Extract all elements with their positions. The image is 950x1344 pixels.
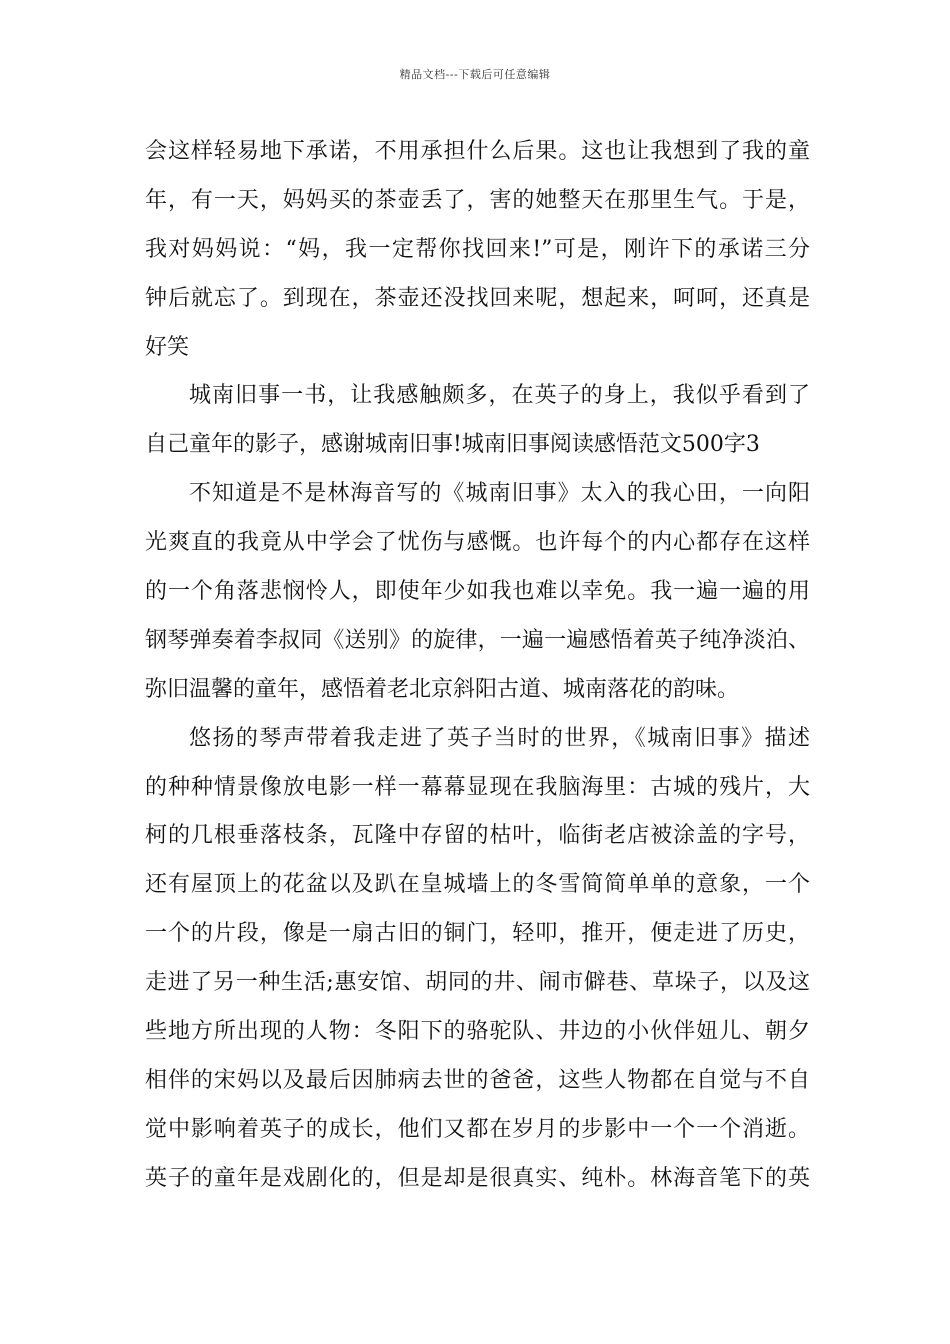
text-line: 钢琴弹奏着李叔同《送别》的旋律，一遍一遍感悟着英子纯净淡泊、: [145, 627, 810, 653]
text-line: 弥旧温馨的童年，感悟着老北京斜阳古道、城南落花的韵味。: [145, 676, 740, 702]
page-header: 精品文档---下载后可任意编辑: [399, 68, 551, 81]
text-line: 不知道是不是林海音写的《城南旧事》太入的我心田，一向阳: [189, 481, 810, 507]
text-line: 走进了另一种生活;惠安馆、胡同的井、闹市僻巷、草垛子，以及这: [145, 970, 810, 996]
text-line: 些地方所出现的人物：冬阳下的骆驼队、井边的小伙伴妞儿、朝夕: [145, 1019, 810, 1045]
text-line: 的种种情景像放电影一样一幕幕显现在我脑海里：古城的残片，大: [145, 774, 810, 800]
text-line: 一个的片段，像是一扇古旧的铜门，轻叩，推开，便走进了历史，: [145, 921, 810, 947]
text-line: 我对妈妈说：“妈，我一定帮你找回来!”可是，刚许下的承诺三分: [145, 236, 810, 262]
text-line: 光爽直的我竟从中学会了忧伤与感慨。也许每个的内心都存在这样: [145, 530, 810, 556]
document-body: [145, 128, 810, 1204]
text-line: 还有屋顶上的花盆以及趴在皇城墙上的冬雪简简单单的意象，一个: [145, 872, 810, 898]
text-line: 自己童年的影子，感谢城南旧事!城南旧事阅读感悟范文500字3: [145, 432, 760, 458]
text-line: 英子的童年是戏剧化的，但是却是很真实、纯朴。林海音笔下的英: [145, 1165, 810, 1191]
text-line: 年，有一天，妈妈买的茶壶丢了，害的她整天在那里生气。于是，: [145, 187, 810, 213]
text-line: 的一个角落悲悯怜人，即使年少如我也难以幸免。我一遍一遍的用: [145, 579, 810, 605]
text-line: 城南旧事一书，让我感触颇多，在英子的身上，我似乎看到了: [189, 383, 810, 409]
text-line: 会这样轻易地下承诺，不用承担什么后果。这也让我想到了我的童: [145, 139, 810, 164]
text-line: 悠扬的琴声带着我走进了英子当时的世界，《城南旧事》描述: [189, 725, 810, 751]
text-line: 觉中影响着英子的成长，他们又都在岁月的步影中一个一个消逝。: [145, 1116, 810, 1142]
text-line: 钟后就忘了。到现在，茶壶还没找回来呢，想起来，呵呵，还真是: [145, 285, 810, 311]
text-line: 好笑: [145, 334, 190, 360]
text-line: 相伴的宋妈以及最后因肺病去世的爸爸，这些人物都在自觉与不自: [145, 1067, 810, 1093]
text-line: 柯的几根垂落枝条，瓦隆中存留的枯叶，临街老店被涂盖的字号，: [145, 823, 810, 849]
